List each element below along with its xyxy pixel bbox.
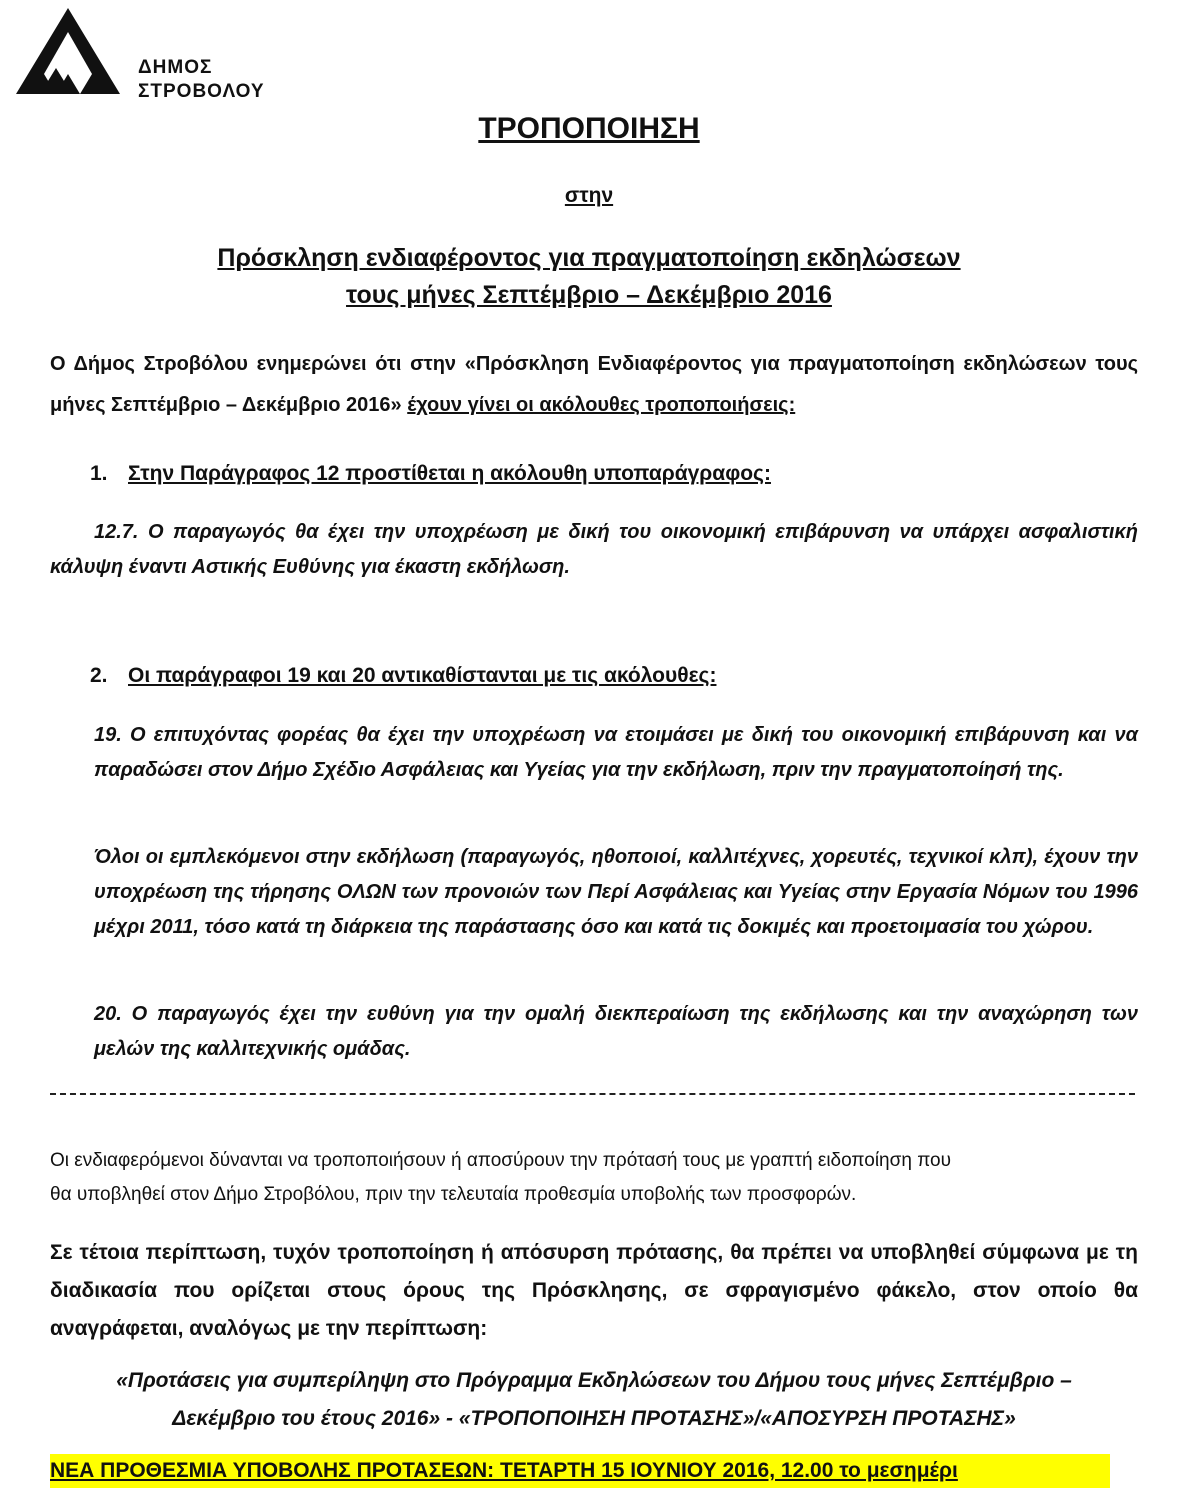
notice-paragraph: [50, 1144, 1138, 1212]
amendment-2-heading: [90, 664, 716, 688]
document-subtitle: στην: [564, 184, 614, 207]
subject-line-1: Πρόσκληση ενδιαφέροντος για πραγματοποίηση εκδηλώσεων: [217, 244, 961, 272]
envelope-label-quote: [50, 1362, 1138, 1438]
subject-line-2: τους μήνες Σεπτέμβριο – Δεκέμβριο 2016: [346, 281, 832, 309]
amendment-1-title: Στην Παράγραφος 12 προστίθεται η ακόλουθη υποπαράγραφος:: [128, 462, 771, 485]
document-title: ΤΡΟΠΟΠΟΙΗΣΗ: [478, 112, 700, 145]
municipality-logo: [14, 6, 274, 102]
dashed-divider: [50, 1093, 1135, 1095]
amendment-2-title: Οι παράγραφοι 19 και 20 αντικαθίστανται με τις ακόλουθες:: [128, 664, 717, 687]
intro-underlined: έχουν γίνει οι ακόλουθες τροποποιήσεις:: [407, 394, 796, 416]
amendment-2-number: 2.: [90, 664, 108, 687]
logo-line-1: ΔΗΜΟΣ: [138, 57, 213, 78]
intro-paragraph: [50, 344, 1138, 426]
document-subject: [0, 240, 1178, 314]
deadline-text: ΝΕΑ ΠΡΟΘΕΣΜΙΑ ΥΠΟΒΟΛΗΣ ΠΡΟΤΑΣΕΩΝ: ΤΕΤΑΡΤΗ 15 ΙΟΥΝΙΟΥ 2016, 12.00 το μεσημέρι: [50, 1459, 958, 1482]
paragraph-all-involved: Όλοι οι εμπλεκόμενοι στην εκδήλωση (παραγωγός, ηθοποιοί, καλλιτέχνες, χορευτές, τεχνικοί κλπ), έχουν την υποχρέωση της τήρησης ΟΛΩΝ των προνοιών των Περί Ασφάλειας και Υγείας στην Εργασία Νόμων του 1996 μέχρι 2011, τόσο κατά τη διάρκεια της παράστασης όσο και κατά τις δοκιμές και προετοιμασία του χώρου.: [94, 846, 1138, 938]
amendment-1-heading: [90, 462, 771, 486]
quote-line-1: «Προτάσεις για συμπερίληψη στο Πρόγραμμα Εκδηλώσεων του Δήμου τους μήνες Σεπτέμβριο –: [116, 1369, 1072, 1392]
paragraph-12-7: 12.7. Ο παραγωγός θα έχει την υποχρέωση με δική του οικονομική επιβάρυνση να υπάρχει ασφαλιστική κάλυψη έναντι Αστικής Ευθύνης για έκαστη εκδήλωση.: [50, 521, 1138, 578]
notice-line-1: Οι ενδιαφερόμενοι δύνανται να τροποποιήσουν ή αποσύρουν την πρότασή τους με γραπτή ειδοποίηση που: [50, 1150, 951, 1171]
triangle-logo-icon: [14, 6, 134, 102]
paragraph-19: 19. Ο επιτυχόντας φορέας θα έχει την υποχρέωση να ετοιμάσει με δική του οικονομική επιβάρυνση και να παραδώσει στον Δήμο Σχέδιο Ασφάλειας και Υγείας για την εκδήλωση, πριν την πραγματοποίησή της.: [94, 724, 1138, 781]
logo-line-2: ΣΤΡΟΒΟΛΟΥ: [138, 81, 265, 102]
procedure-paragraph: Σε τέτοια περίπτωση, τυχόν τροποποίηση ή απόσυρση πρότασης, θα πρέπει να υποβληθεί σύμφωνα με τη διαδικασία που ορίζεται στους όρους της Πρόσκλησης, σε σφραγισμένο φάκελο, στον οποίο θα αναγράφεται, αναλόγως με την περίπτωση:: [50, 1241, 1138, 1340]
intro-text: Ο Δήμος Στροβόλου ενημερώνει ότι στην «Πρόσκληση Ενδιαφέροντος για πραγματοποίηση εκδηλώσεων τους μήνες Σεπτέμβριο – Δεκέμβριο 2016»: [50, 353, 1138, 416]
amendment-1-number: 1.: [90, 462, 108, 485]
paragraph-20: 20. Ο παραγωγός έχει την ευθύνη για την ομαλή διεκπεραίωση της εκδήλωσης και την αναχώρηση των μελών της καλλιτεχνικής ομάδας.: [94, 1003, 1138, 1060]
notice-line-2: θα υποβληθεί στον Δήμο Στροβόλου, πριν την τελευταία προθεσμία υποβολής των προσφορών.: [50, 1184, 857, 1205]
logo-text: [138, 56, 265, 104]
quote-line-2: Δεκέμβριο του έτους 2016» - «ΤΡΟΠΟΠΟΙΗΣΗ ΠΡΟΤΑΣΗΣ»/«ΑΠΟΣΥΡΣΗ ΠΡΟΤΑΣΗΣ»: [172, 1407, 1016, 1430]
deadline-highlight: [50, 1454, 1110, 1488]
